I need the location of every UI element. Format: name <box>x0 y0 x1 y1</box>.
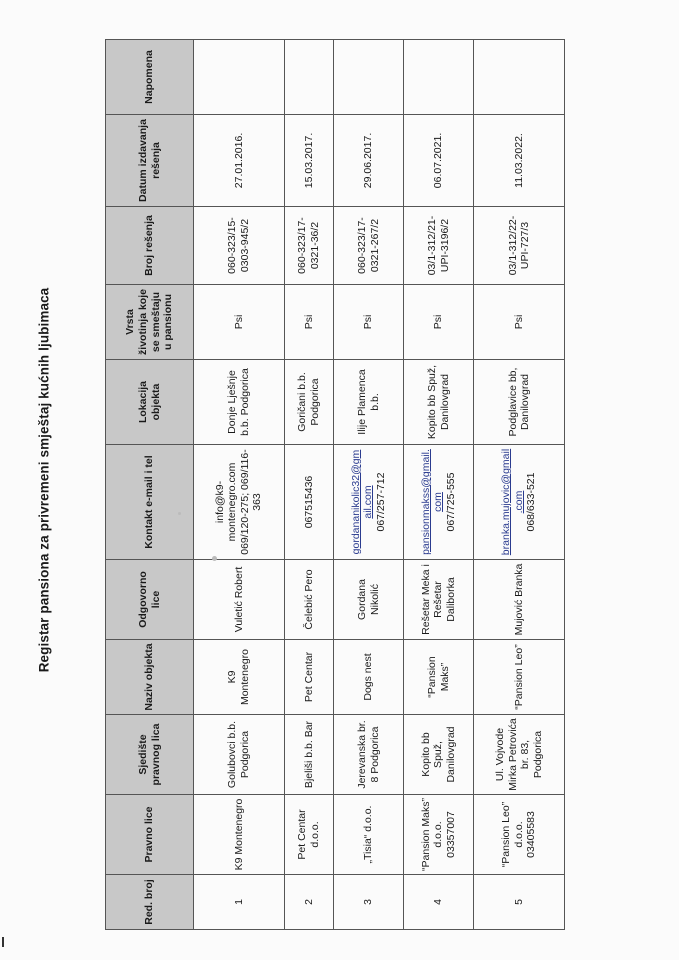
animal-species: Psi <box>334 285 404 360</box>
responsible-person: Čelebić Pero <box>284 560 333 640</box>
facility-location: Donje Lješnje b.b. Podgorica <box>194 360 285 445</box>
legal-entity: K9 Montenegro <box>194 795 285 875</box>
table-container <box>105 40 565 930</box>
legal-entity: “Pansion Leo” d.o.o. 03405583 <box>474 795 565 875</box>
facility-name: “Pansion Leo” <box>474 640 565 715</box>
animal-species: Psi <box>194 285 285 360</box>
scan-speck <box>212 556 217 561</box>
facility-location: Ilije Plamenca b.b. <box>334 360 404 445</box>
note <box>404 40 474 115</box>
decision-date: 29.06.2017. <box>334 115 404 207</box>
header-cell: Naziv objekta <box>106 640 194 715</box>
contact-cell <box>334 445 404 560</box>
header-cell: Lokacija objekta <box>106 360 194 445</box>
decision-number: 060-323/15-0303-945/2 <box>194 207 285 285</box>
row-number: 1 <box>194 875 285 930</box>
decision-date: 11.03.2022. <box>474 115 565 207</box>
contact-cell <box>284 445 333 560</box>
row-number: 3 <box>334 875 404 930</box>
legal-entity: „Tisia“ d.o.o. <box>334 795 404 875</box>
animal-species: Psi <box>284 285 333 360</box>
decision-number: 03/1-312/21-UPI-3196/2 <box>404 207 474 285</box>
contact-email-link[interactable]: gordananikolic32@gmail.com <box>349 449 375 555</box>
legal-seat: Kopito bb Spuž, Danilovgrad <box>404 715 474 795</box>
facility-location: Kopito bb Spuž, Danilovgrad <box>404 360 474 445</box>
header-cell: Broj rešenja <box>106 207 194 285</box>
register-table <box>105 39 565 930</box>
contact-cell <box>404 445 474 560</box>
row-number: 4 <box>404 875 474 930</box>
header-cell: Kontakt e-mail i tel <box>106 445 194 560</box>
facility-name: Pet Centar <box>284 640 333 715</box>
header-cell: Red. broj <box>106 875 194 930</box>
decision-number: 060-323/17-0321-267/2 <box>334 207 404 285</box>
contact-email-link[interactable]: branka.mujovic@gmail.com <box>500 448 525 556</box>
responsible-person: Vuletić Robert <box>194 560 285 640</box>
row-number: 2 <box>284 875 333 930</box>
legal-seat: Bjeliši b.b. Bar <box>284 715 333 795</box>
note <box>284 40 333 115</box>
facility-location: Podglavice bb, Danilovgrad <box>474 360 565 445</box>
responsible-person: Rešetar Meka i Rešetar Daliborka <box>404 560 474 640</box>
facility-location: Goričani b.b. Podgorica <box>284 360 333 445</box>
scan-speck <box>178 512 181 515</box>
decision-number: 060-323/17-0321-36/2 <box>284 207 333 285</box>
contact-phone: 069/120-275; 069/116-363 <box>238 449 264 555</box>
table-row <box>284 40 333 930</box>
decision-date: 27.01.2016. <box>194 115 285 207</box>
responsible-person: Mujović Branka <box>474 560 565 640</box>
contact-phone: 067/257-712 <box>374 472 387 532</box>
table-header-row <box>106 40 194 930</box>
decision-date: 15.03.2017. <box>284 115 333 207</box>
note <box>474 40 565 115</box>
legal-entity: “Pansion Maks” d.o.o. 03357007 <box>404 795 474 875</box>
contact-email: info@k9-montenegro.com <box>213 462 239 542</box>
animal-species: Psi <box>474 285 565 360</box>
contact-phone: 067515436 <box>302 475 315 529</box>
decision-date: 06.07.2021. <box>404 115 474 207</box>
legal-entity: Pet Centar d.o.o. <box>284 795 333 875</box>
table-row <box>334 40 404 930</box>
facility-name: K9 Montenegro <box>194 640 285 715</box>
legal-seat: Ul. Vojvode Mirka Petrovića br. 83, Podgorica <box>474 715 565 795</box>
note <box>334 40 404 115</box>
note <box>194 40 285 115</box>
header-cell: Datum izdavanja rešenja <box>106 115 194 207</box>
contact-phone: 067/725-555 <box>445 472 458 532</box>
facility-name: “Pansion Maks” <box>404 640 474 715</box>
responsible-person: Gordana Nikolić <box>334 560 404 640</box>
facility-name: Dogs nest <box>334 640 404 715</box>
header-cell: Sjedište pravnog lica <box>106 715 194 795</box>
header-cell: Napomena <box>106 40 194 115</box>
contact-cell <box>194 445 285 560</box>
table-row <box>404 40 474 930</box>
contact-phone: 068/633-521 <box>525 472 538 532</box>
table-row <box>474 40 565 930</box>
table-row <box>194 40 285 930</box>
document-title: Registar pansiona za privremeni smještaj kućnih ljubimaca <box>36 287 52 673</box>
legal-seat: Golubovci b.b. Podgorica <box>194 715 285 795</box>
contact-cell <box>474 445 565 560</box>
decision-number: 03/1-312/22-UPI-727/3 <box>474 207 565 285</box>
scan-edge-mark <box>2 937 4 947</box>
header-cell: Pravno lice <box>106 795 194 875</box>
header-cell: Vrsta životinja koje se smeštaju u pansionu <box>106 285 194 360</box>
animal-species: Psi <box>404 285 474 360</box>
header-cell: Odgovorno lice <box>106 560 194 640</box>
legal-seat: Jerevanska br. 8 Podgorica <box>334 715 404 795</box>
contact-email-link[interactable]: pansionmakss@gmail.com <box>419 449 445 555</box>
row-number: 5 <box>474 875 565 930</box>
